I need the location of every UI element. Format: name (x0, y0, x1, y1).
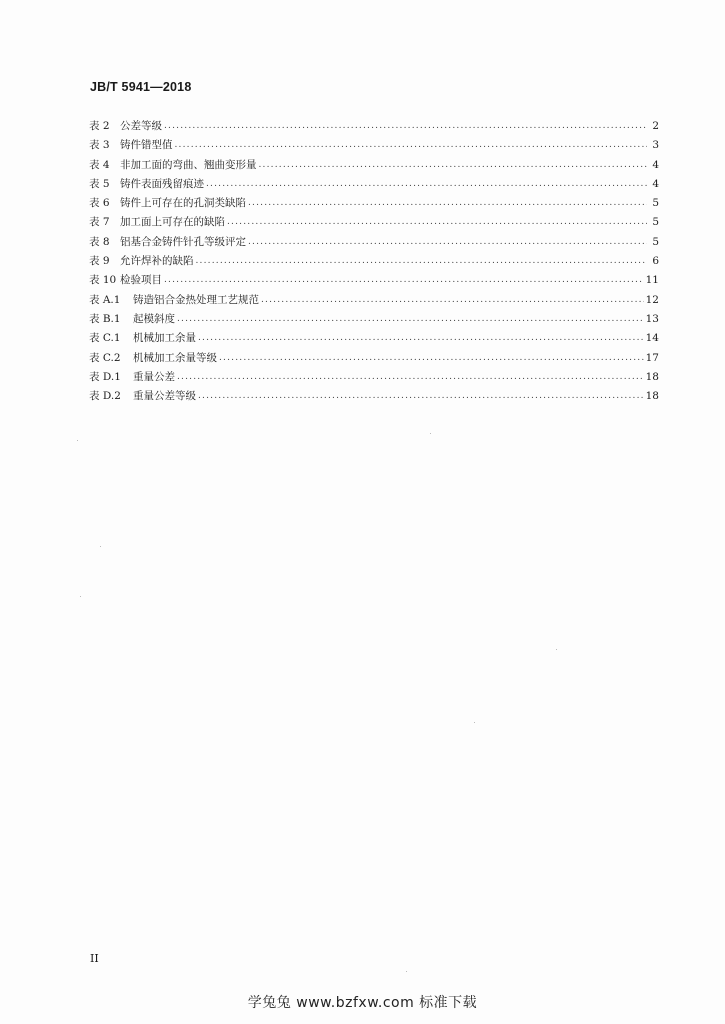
toc-leader-dots (164, 117, 647, 136)
toc-entry-number: 表 4 (89, 158, 110, 171)
toc-entry-page: 2 (652, 120, 659, 132)
table-of-contents (89, 117, 659, 406)
toc-leader-dots (196, 252, 648, 271)
toc-entry-title: 铝基合金铸件针孔等级评定 (120, 235, 246, 248)
toc-leader-dots (177, 368, 644, 387)
toc-leader-dots (259, 156, 648, 175)
toc-leader-dots (248, 194, 647, 213)
toc-entry-number: 表 3 (89, 139, 110, 152)
toc-entry-page: 11 (645, 274, 659, 287)
toc-entry[interactable] (89, 329, 659, 348)
toc-entry-title: 机械加工余量 (133, 332, 196, 345)
toc-entry-page: 5 (652, 235, 659, 248)
toc-entry-title: 检验项目 (120, 274, 162, 287)
toc-entry-page: 18 (645, 370, 659, 383)
toc-entry-number: 表 2 (89, 120, 110, 132)
toc-entry-number: 表 10 (89, 274, 117, 287)
toc-leader-dots (198, 387, 644, 406)
toc-entry-number: 表 D.2 (89, 390, 121, 403)
toc-leader-dots (164, 271, 644, 290)
toc-entry-title: 重量公差等级 (133, 390, 196, 403)
toc-entry-number: 表 D.1 (89, 370, 121, 383)
toc-leader-dots (177, 310, 644, 329)
toc-entry[interactable] (89, 291, 659, 310)
toc-entry-title: 机械加工余量等级 (133, 351, 217, 364)
toc-leader-dots (248, 233, 647, 252)
toc-entry[interactable] (89, 271, 659, 290)
toc-entry-page: 12 (645, 293, 659, 306)
toc-entry[interactable] (89, 194, 659, 213)
toc-entry-number: 表 8 (89, 235, 110, 248)
toc-entry-number: 表 9 (89, 255, 110, 268)
toc-entry-page: 5 (652, 197, 659, 210)
toc-entry-title: 公差等级 (120, 120, 162, 132)
toc-entry[interactable] (89, 349, 659, 368)
toc-entry-page: 6 (652, 255, 659, 268)
toc-leader-dots (261, 291, 644, 310)
scan-speck (474, 722, 475, 723)
footer-watermark: 学兔兔 www.bzfxw.com 标准下载 (247, 995, 478, 1011)
toc-entry-title: 非加工面的弯曲、翘曲变形量 (120, 158, 257, 171)
scan-speck (556, 649, 557, 650)
toc-leader-dots (198, 329, 644, 348)
standard-code: JB/T 5941—2018 (90, 80, 192, 94)
toc-entry-number: 表 C.2 (89, 351, 121, 364)
scan-speck (100, 546, 101, 547)
toc-entry-title: 铸件错型值 (120, 139, 173, 152)
toc-entry-page: 4 (652, 177, 659, 190)
toc-entry-title: 重量公差 (133, 370, 175, 383)
toc-entry-page: 17 (645, 351, 659, 364)
toc-entry-page: 13 (645, 312, 659, 325)
toc-leader-dots (175, 136, 648, 155)
scan-speck (77, 440, 78, 441)
toc-leader-dots (219, 349, 644, 368)
toc-entry-title: 铸件表面残留痕迹 (120, 177, 204, 190)
scan-speck (406, 971, 407, 972)
toc-entry-title: 起模斜度 (133, 312, 175, 325)
toc-entry-number: 表 C.1 (89, 332, 121, 345)
toc-entry-title: 铸件上可存在的孔洞类缺陷 (120, 197, 246, 210)
toc-entry-page: 14 (645, 332, 659, 345)
toc-entry[interactable] (89, 117, 659, 136)
toc-entry-page: 4 (652, 158, 659, 171)
toc-entry-number: 表 5 (89, 177, 110, 190)
scan-speck (80, 596, 81, 597)
toc-entry-number: 表 6 (89, 197, 110, 210)
toc-entry[interactable] (89, 252, 659, 271)
toc-entry[interactable] (89, 136, 659, 155)
page-number: II (90, 952, 99, 965)
toc-entry-page: 3 (652, 139, 659, 152)
toc-entry-title: 铸造铝合金热处理工艺规范 (133, 293, 259, 306)
toc-entry[interactable] (89, 175, 659, 194)
toc-entry-number: 表 A.1 (89, 293, 121, 306)
toc-entry-number: 表 7 (89, 216, 110, 229)
toc-entry-page: 18 (645, 390, 659, 403)
toc-entry-number: 表 B.1 (89, 312, 121, 325)
toc-entry-title: 允许焊补的缺陷 (120, 255, 194, 268)
toc-leader-dots (227, 213, 647, 232)
toc-entry[interactable] (89, 156, 659, 175)
toc-entry-title: 加工面上可存在的缺陷 (120, 216, 225, 229)
scan-speck (430, 433, 431, 434)
toc-entry[interactable] (89, 310, 659, 329)
toc-entry[interactable] (89, 233, 659, 252)
toc-entry-page: 5 (652, 216, 659, 229)
toc-entry[interactable] (89, 368, 659, 387)
toc-entry[interactable] (89, 213, 659, 232)
toc-leader-dots (206, 175, 647, 194)
toc-entry[interactable] (89, 387, 659, 406)
